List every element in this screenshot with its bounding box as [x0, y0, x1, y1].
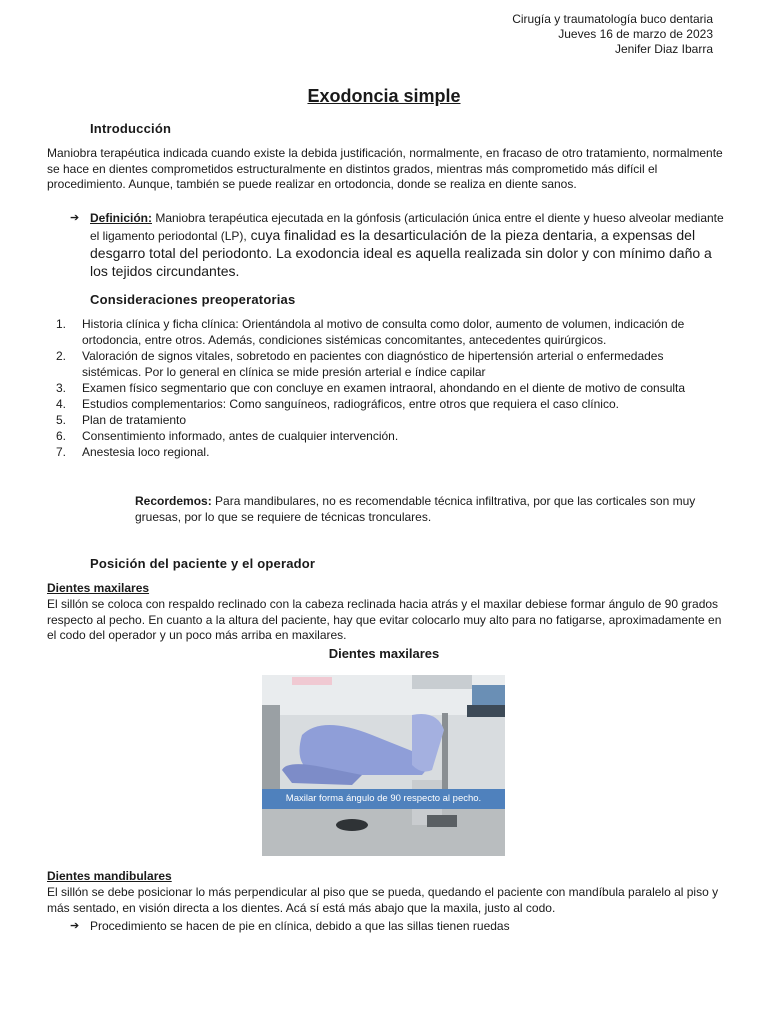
course-name: Cirugía y traumatología buco dentaria [512, 12, 713, 26]
intro-paragraph: Maniobra terapéutica indicada cuando existe la debida justificación, normalmente, en fracaso de otro tratamiento, normalmente se hace en dientes comprometidos estructuralmente en distintos grados, mientras más comprometido más difícil el procedimiento. Aunque, también se puede realizar en ortodoncia, donde se realiza en diente sanos. [47, 146, 723, 192]
dental-chair-photo [262, 675, 505, 856]
photo-caption: Maxilar forma ángulo de 90 respecto al pecho. [262, 789, 505, 809]
list-item: 5. Plan de tratamiento [56, 413, 187, 427]
definition-bullet [70, 210, 730, 280]
maxillary-paragraph: El sillón se coloca con respaldo reclinado con la cabeza reclinada hacia atrás y el maxilar debiese formar ángulo de 90 grados respecto al pecho. En cuanto a la altura del paciente, hay que evitar colocarlo muy alto para no fatigarse, aproximadamente en el codo del operador y un poco más arriba en maxilares. [47, 597, 722, 643]
preop-list [56, 316, 726, 460]
reminder-label: Recordemos: [135, 494, 212, 508]
mandibular-paragraph: El sillón se debe posicionar lo más perpendicular al piso que se pueda, quedando el paciente con mandíbula paralelo al piso y más sentado, en visión directa a los dientes. Acá sí está más abajo que la maxila, justo al codo. [47, 885, 719, 915]
definition-text: Maniobra terapéutica ejecutada en la gónfosis (articulación única entre el diente y hueso alveolar mediante el ligamento periodontal (LP), [90, 211, 724, 243]
maxillary-heading: Dientes maxilares [47, 581, 150, 595]
procedure-text: Procedimiento se hacen de pie en clínica, debido a que las sillas tienen ruedas [90, 919, 510, 933]
list-item: 2. Valoración de signos vitales, sobretodo en pacientes con diagnóstico de hipertensión arterial o enfermedades sistémicas. Por lo general en clínica se mide presión arterial e índice capilar [56, 349, 664, 379]
intro-heading: Introducción [90, 121, 172, 136]
procedure-bullet [70, 918, 730, 934]
document-header [512, 12, 713, 57]
arrow-bullet-icon: ➔ [70, 920, 80, 932]
list-item: 4. Estudios complementarios: Como sanguíneos, radiográficos, entre otros que requiera el caso clínico. [56, 397, 619, 411]
preop-heading: Consideraciones preoperatorias [90, 292, 296, 307]
position-heading: Posición del paciente y el operador [90, 556, 316, 571]
mandibular-heading: Dientes mandibulares [47, 869, 172, 883]
list-item: 3. Examen físico segmentario que con concluye en examen intraoral, ahondando en el diente de motivo de consulta [56, 381, 686, 395]
document-date: Jueves 16 de marzo de 2023 [558, 27, 713, 41]
page-title: Exodoncia simple [307, 86, 461, 106]
list-item: 6. Consentimiento informado, antes de cualquier intervención. [56, 429, 399, 443]
reminder-text: Para mandibulares, no es recomendable técnica infiltrativa, por que las corticales son muy gruesas, por lo que se requiere de técnicas tronculares. [135, 494, 696, 524]
author-name: Jenifer Diaz Ibarra [614, 42, 713, 56]
definition-label: Definición: [90, 211, 152, 225]
figure-title: Dientes maxilares [328, 646, 440, 661]
definition-text-emphasis: cuya finalidad es la desarticulación de la pieza dentaria, a expensas del desgarro total del periodonto. La exodoncia ideal es aquella realizada sin dolor y con mínimo daño a los tejidos circundantes. [90, 227, 712, 279]
list-item: 1. Historia clínica y ficha clínica: Orientándola al motivo de consulta como dolor, aumento de volumen, indicación de ortodoncia, entre otros. Además, condiciones sistémicas concomitantes, antecedentes quirúrgicos. [56, 317, 685, 347]
reminder-note [135, 493, 725, 525]
list-item: 7. Anestesia loco regional. [56, 445, 210, 459]
arrow-bullet-icon: ➔ [70, 212, 80, 224]
dental-chair-illustration [262, 675, 505, 856]
